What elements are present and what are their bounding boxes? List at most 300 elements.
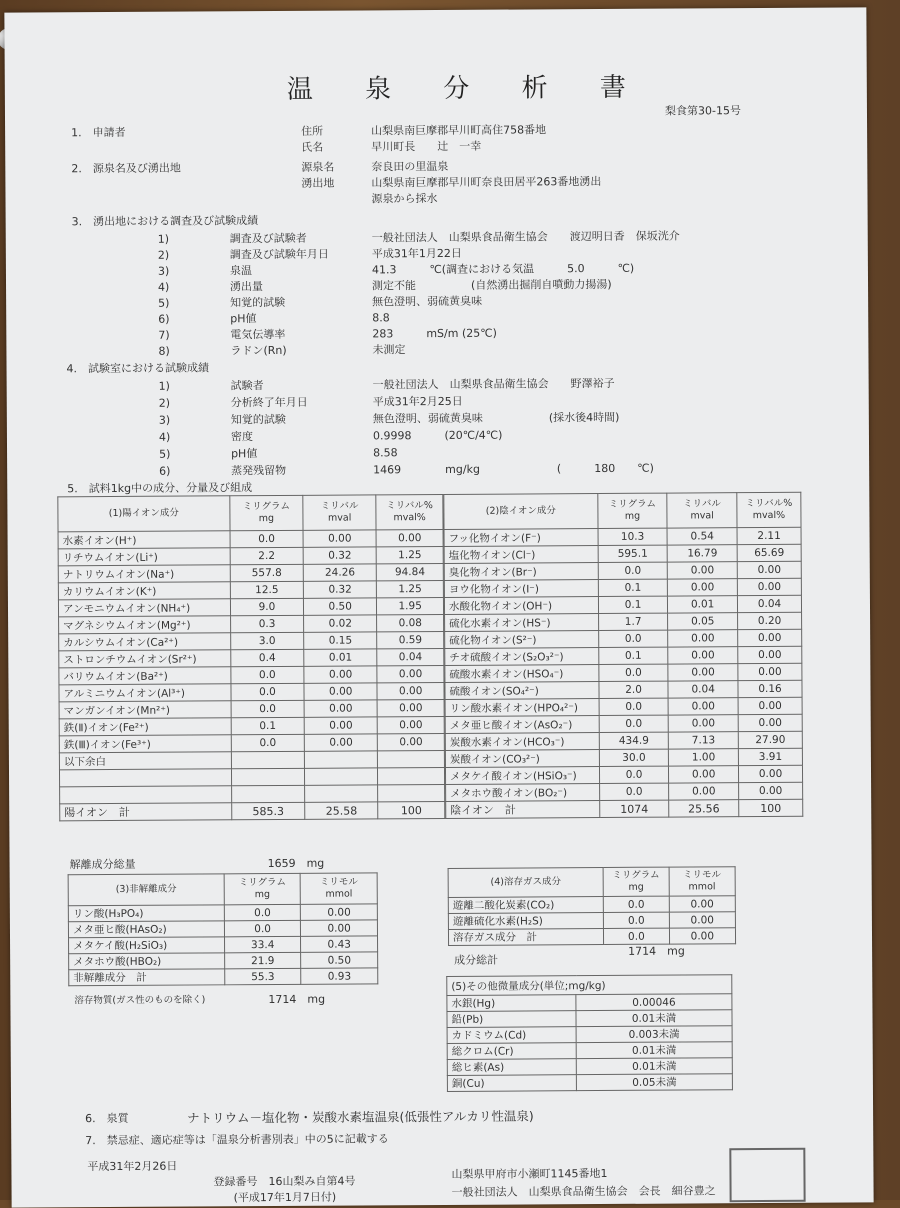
item-value: 測定不能 (自然湧出掘削自噴動力揚湯) <box>371 277 612 293</box>
item-value: 平成31年2月25日 <box>372 394 463 409</box>
table-value-cell: 0.1 <box>599 647 669 664</box>
table-row <box>445 697 802 716</box>
table-total-cell: 100 <box>739 799 803 816</box>
table-value-cell: 16.79 <box>667 545 737 562</box>
table-header-cell: ミリグラム mg <box>224 873 301 904</box>
item-number: 1) <box>158 379 170 393</box>
table-total-row <box>446 799 803 818</box>
table-header-row <box>68 873 377 906</box>
table-value-cell: 0.00 <box>377 699 444 716</box>
table-label-cell: リン酸水素イオン(HPO₄²⁻) <box>445 699 599 717</box>
table-value-cell: 0.0 <box>599 664 669 681</box>
table-header-row <box>444 492 801 529</box>
table-label-cell: メタ亜ヒ酸(HAsO₂) <box>68 921 224 938</box>
item-label: 調査及び試験者 <box>229 231 307 246</box>
table-header-cell: (1)陽イオン成分 <box>58 496 230 532</box>
table-value-cell: 0.0 <box>230 530 303 547</box>
table-value-cell: 0.32 <box>303 581 376 598</box>
dissolved-matter-value: 1714 mg <box>268 992 326 1007</box>
table-label-cell: リチウムイオン(Li⁺) <box>58 548 230 566</box>
table-header-cell: ミリモル mmol <box>300 873 377 904</box>
table-value-cell: 2.11 <box>737 527 801 544</box>
table-label-cell: 炭酸水素イオン(HCO₃⁻) <box>445 733 599 751</box>
table-value-cell: 0.00 <box>738 697 802 714</box>
table-value-cell: 2.2 <box>230 547 303 564</box>
table-total-cell: 25.56 <box>669 800 739 817</box>
table-value-cell: 0.00 <box>668 647 738 664</box>
table-value-cell: 0.00 <box>304 717 377 734</box>
table-row <box>447 1058 732 1076</box>
table-value-cell: 21.9 <box>225 952 302 968</box>
table-label-cell: バリウムイオン(Ba²⁺) <box>59 667 231 685</box>
issuer-address: 山梨県甲府市小瀬町1145番地1 <box>451 1166 608 1181</box>
table-value-cell: 0.003未満 <box>576 1026 732 1043</box>
table-row <box>447 1010 732 1028</box>
table-value-cell: 0.01 <box>668 596 738 613</box>
table-label-cell: 総クロム(Cr) <box>447 1043 576 1060</box>
table-row <box>444 595 801 614</box>
section-4-label: 4. 試験室における試験成績 <box>66 361 210 376</box>
table-value-cell: 0.00 <box>738 629 802 646</box>
table-value-cell: 0.01未満 <box>576 1058 732 1075</box>
item-label: 知覚的試験 <box>230 295 286 310</box>
issuer-name: 一般社団法人 山梨県食品衛生協会 会長 細谷豊之 <box>451 1184 716 1199</box>
item-value: 0.9998 (20℃/4℃) <box>372 428 503 443</box>
table-value-cell: 1.25 <box>377 580 444 597</box>
table-value-cell: 0.0 <box>603 912 669 928</box>
dissociated-label: 解離成分総量 <box>69 857 136 872</box>
address-label: 住所 <box>301 124 324 138</box>
table-total-cell: 100 <box>378 801 445 818</box>
table-value-cell: 0.20 <box>738 612 802 629</box>
table-label-cell: メタホウ酸イオン(BO₂⁻) <box>446 784 600 802</box>
table-value-cell: 0.00 <box>301 920 378 936</box>
table-value-cell: 0.0 <box>599 783 669 800</box>
table-row <box>69 936 378 954</box>
item-number: 4) <box>158 430 171 444</box>
table-value-cell: 0.00 <box>376 529 443 546</box>
section-5-label: 5. 試料1kg中の成分、分量及び組成 <box>67 481 253 496</box>
table-value-cell: 0.00 <box>669 896 735 912</box>
table-header-cell: (2)陰イオン成分 <box>444 494 598 530</box>
table-value-cell: 0.0 <box>224 920 301 936</box>
table-value-cell: 0.00 <box>738 663 802 680</box>
table-value-cell <box>378 750 445 767</box>
table-label-cell: 水素イオン(H⁺) <box>58 531 230 549</box>
table-value-cell: 0.00 <box>304 734 377 751</box>
table-header-cell: (4)溶存ガス成分 <box>448 868 603 898</box>
total-components-label: 成分総計 <box>454 953 499 967</box>
table-label-cell: 銅(Cu) <box>447 1075 576 1092</box>
table-value-cell: 0.00 <box>377 665 444 682</box>
table-label-cell: 溶存ガス成分 計 <box>448 929 603 946</box>
table-value-cell: 0.00 <box>668 698 738 715</box>
table-value-cell <box>378 784 445 801</box>
table-value-cell: 595.1 <box>598 545 668 562</box>
table-value-cell: 94.84 <box>377 563 444 580</box>
source-name-label: 源泉名 <box>301 160 335 174</box>
table-value-cell <box>304 751 377 768</box>
table-label-cell: メタケイ酸(H₂SiO₃) <box>69 937 225 954</box>
table-value-cell: 0.0 <box>231 683 304 700</box>
section-6-label: 6. 泉質 <box>85 1111 129 1126</box>
table-value-cell: 0.00 <box>304 683 377 700</box>
table-label-cell: 鉄(Ⅱ)イオン(Fe²⁺) <box>59 718 231 736</box>
table-header-cell: ミリバル mval <box>667 493 737 528</box>
location-label: 湧出地 <box>301 176 335 190</box>
table-label-cell: 硫酸イオン(SO₄²⁻) <box>445 682 599 700</box>
table-value-cell: 0.00 <box>378 716 445 733</box>
table-value-cell <box>305 768 378 785</box>
table-label-cell <box>59 769 231 787</box>
item-value: 無色澄明、弱硫黄臭味 (採水後4時間) <box>372 410 620 426</box>
item-label: 蒸発残留物 <box>231 463 287 478</box>
table-label-cell: 水銀(Hg) <box>447 995 576 1012</box>
table-label-cell: アルミニウムイオン(Al³⁺) <box>59 684 231 702</box>
table-label-cell: メタ亜ヒ酸イオン(AsO₂⁻) <box>445 716 599 734</box>
section-7-text: 7. 禁忌症、適応症等は「温泉分析書別表」中の5に記載する <box>85 1132 389 1148</box>
table-header-cell: ミリバル% mval% <box>376 494 443 529</box>
table-value-cell: 3.91 <box>738 748 802 765</box>
table-value-cell: 7.13 <box>669 732 739 749</box>
table-total-cell: 陽イオン 計 <box>60 803 232 821</box>
table-value-cell: 0.0 <box>599 715 669 732</box>
official-seal-stamp <box>729 1148 805 1202</box>
table-label-cell: カリウムイオン(K⁺) <box>58 582 230 600</box>
table-value-cell: 0.00 <box>738 646 802 663</box>
table-label-cell: 硫化物イオン(S²⁻) <box>445 631 599 649</box>
item-label: 知覚的試験 <box>230 412 286 427</box>
table-label-cell: ナトリウムイオン(Na⁺) <box>58 565 230 583</box>
table-row <box>445 680 802 699</box>
table-header-row <box>448 867 735 898</box>
table-value-cell: 0.00 <box>668 579 738 596</box>
table-label-cell: 非解離成分 計 <box>69 969 225 986</box>
table-label-cell: 遊離硫化水素(H₂S) <box>448 913 603 930</box>
table-total-cell: 585.3 <box>232 802 305 819</box>
table-value-cell: 0.0 <box>599 698 669 715</box>
table-row <box>445 629 802 648</box>
cation-table <box>57 494 445 821</box>
table-value-cell: 0.0 <box>599 766 669 783</box>
table-value-cell: 0.00 <box>738 714 802 731</box>
item-value: 一般社団法人 山梨県食品衛生協会 渡辺明日香 保坂洸介 <box>371 229 680 245</box>
section-3-label: 3. 湧出地における調査及び試験成績 <box>71 214 259 229</box>
nondissociated-table <box>68 872 379 986</box>
table-row <box>445 714 802 733</box>
table-row <box>445 731 802 750</box>
item-number: 5) <box>158 296 170 310</box>
table-value-cell: 9.0 <box>230 598 303 615</box>
table-value-cell: 0.00 <box>668 630 738 647</box>
table-value-cell: 0.08 <box>377 614 444 631</box>
table-value-cell: 557.8 <box>230 564 303 581</box>
table-label-cell: 硫化水素イオン(HS⁻) <box>445 614 599 632</box>
table-value-cell: 0.54 <box>667 528 737 545</box>
table-value-cell: 0.0 <box>231 734 304 751</box>
table-value-cell: 0.93 <box>301 968 378 984</box>
dissolved-gas-table <box>448 866 736 946</box>
item-number: 4) <box>157 280 170 294</box>
table-row <box>447 1074 732 1092</box>
item-number: 6) <box>158 312 170 326</box>
trace-components-table <box>446 974 733 1092</box>
item-value: 1469 mg/kg ( 180 ℃) <box>373 461 654 477</box>
item-label: pH値 <box>231 447 258 461</box>
table-header-cell: ミリグラム mg <box>230 495 303 530</box>
item-label: 試験者 <box>230 379 264 393</box>
source-name-value: 奈良田の里温泉 <box>371 159 449 174</box>
table-row <box>448 928 735 946</box>
item-value: 一般社団法人 山梨県食品衛生協会 野澤裕子 <box>372 376 615 392</box>
dissociated-value: 1659 mg <box>267 856 325 871</box>
table-value-cell: 0.15 <box>304 632 377 649</box>
item-number: 5) <box>159 447 171 461</box>
table-row <box>447 1026 732 1044</box>
table-value-cell <box>231 785 304 802</box>
table-label-cell: マグネシウムイオン(Mg²⁺) <box>59 616 231 634</box>
table-value-cell: 0.02 <box>304 615 377 632</box>
address-value: 山梨県南巨摩郡早川町高住758番地 <box>371 123 547 138</box>
item-number: 3) <box>158 413 171 427</box>
name-value: 早川町長 辻 一幸 <box>371 139 482 154</box>
table-label-cell: 炭酸イオン(CO₃²⁻) <box>445 750 599 768</box>
item-number: 1) <box>157 232 170 246</box>
item-value: 平成31年1月22日 <box>371 246 462 261</box>
table-header-row <box>58 494 443 531</box>
table-value-cell: 0.0 <box>603 896 669 912</box>
table-row <box>444 561 801 580</box>
item-label: 調査及び試験年月日 <box>229 247 329 262</box>
table-value-cell: 0.00 <box>669 766 739 783</box>
table-header-cell: (3)非解離成分 <box>68 874 224 906</box>
total-components-value: 1714 mg <box>628 944 685 958</box>
table-label-cell: ヨウ化物イオン(I⁻) <box>444 580 598 598</box>
table-label-cell: 鉄(Ⅲ)イオン(Fe³⁺) <box>59 735 231 753</box>
table-total-row <box>60 801 445 820</box>
table-value-cell: 1.00 <box>669 749 739 766</box>
table-row <box>445 765 802 784</box>
table-value-cell: 0.59 <box>377 631 444 648</box>
dissolved-matter-label: 溶存物質(ガス性のものを除く) <box>74 994 206 1007</box>
table-label-cell: 硫酸水素イオン(HSO₄⁻) <box>445 665 599 683</box>
table-value-cell: 27.90 <box>738 731 802 748</box>
table-label-cell: 鉛(Pb) <box>447 1011 576 1028</box>
table-value-cell: 3.0 <box>230 632 303 649</box>
item-number: 8) <box>158 344 170 358</box>
section-1-label: 1. 申請者 <box>71 125 126 140</box>
table-label-cell: カルシウムイオン(Ca²⁺) <box>59 633 231 651</box>
table-row <box>445 748 802 767</box>
table-value-cell: 0.00 <box>669 912 735 928</box>
table-value-cell: 0.00046 <box>576 994 732 1011</box>
table-value-cell: 0.1 <box>598 596 668 613</box>
table-row <box>447 994 732 1012</box>
table-label-cell: フッ化物イオン(F⁻) <box>444 529 598 547</box>
item-label: 分析終了年月日 <box>230 395 308 410</box>
table-value-cell: 0.00 <box>669 928 735 944</box>
table-label-cell: チオ硫酸イオン(S₂O₃²⁻) <box>445 648 599 666</box>
table-value-cell: 0.32 <box>303 547 376 564</box>
registration-number: 登録番号 16山梨み自第4号 <box>213 1174 356 1189</box>
table-value-cell: 1.95 <box>377 597 444 614</box>
table-total-cell: 1074 <box>599 800 669 817</box>
item-value: 8.8 <box>372 311 390 325</box>
location-value: 山梨県南巨摩郡早川町奈良田居平263番地湧出 <box>371 175 602 190</box>
table-value-cell: 0.00 <box>739 765 803 782</box>
table-label-cell: メタケイ酸イオン(HSiO₃⁻) <box>445 767 599 785</box>
table-value-cell: 24.26 <box>303 564 376 581</box>
table-row <box>69 968 378 986</box>
table-row <box>444 578 801 597</box>
table-label-cell: 塩化物イオン(Cl⁻) <box>444 546 598 564</box>
table-value-cell: 0.00 <box>667 562 737 579</box>
table-label-cell: 水酸化物イオン(OH⁻) <box>444 597 598 615</box>
table-value-cell: 0.00 <box>301 904 378 920</box>
table-header-cell: ミリモル mmol <box>669 867 736 896</box>
table-header-cell: ミリグラム mg <box>598 493 668 528</box>
table-label-cell: 臭化物イオン(Br⁻) <box>444 563 598 581</box>
table-value-cell: 0.00 <box>669 783 739 800</box>
table-label-cell: 総ヒ素(As) <box>447 1059 576 1076</box>
table-value-cell: 12.5 <box>230 581 303 598</box>
table-value-cell: 0.3 <box>230 615 303 632</box>
table-value-cell: 0.00 <box>668 715 738 732</box>
table-value-cell: 0.0 <box>598 630 668 647</box>
table-row <box>69 952 378 970</box>
table-value-cell: 0.00 <box>378 733 445 750</box>
table-value-cell: 1.25 <box>376 546 443 563</box>
analysis-document <box>4 7 873 1207</box>
table-row <box>447 1042 732 1060</box>
table-value-cell: 0.01未満 <box>576 1042 732 1059</box>
registration-date: (平成17年1月7日付) <box>233 1190 337 1205</box>
section-2-label: 2. 源泉名及び湧出地 <box>71 161 181 176</box>
table-value-cell <box>305 785 378 802</box>
table-value-cell: 434.9 <box>599 732 669 749</box>
table-value-cell: 0.0 <box>231 700 304 717</box>
table-value-cell <box>378 767 445 784</box>
name-label: 氏名 <box>301 140 324 154</box>
table-value-cell: 0.04 <box>377 648 444 665</box>
table-value-cell: 0.00 <box>304 700 377 717</box>
table-value-cell: 0.00 <box>737 578 801 595</box>
table-row <box>445 612 802 631</box>
table-value-cell: 0.1 <box>231 717 304 734</box>
table-total-cell: 陰イオン 計 <box>446 801 600 819</box>
table-value-cell: 55.3 <box>225 968 302 984</box>
table-row <box>446 782 803 801</box>
table-value-cell: 0.00 <box>739 782 803 799</box>
table-value-cell <box>231 751 304 768</box>
table-label-cell: リン酸(H₃PO₄) <box>68 905 224 922</box>
table-label-cell: アンモニウムイオン(NH₄⁺) <box>58 599 230 617</box>
table-value-cell: 0.00 <box>304 666 377 683</box>
item-label: 湧出量 <box>229 280 264 294</box>
table-value-cell: 0.0 <box>604 928 670 944</box>
item-number: 3) <box>157 264 170 278</box>
document-number: 梨食第30-15号 <box>664 104 741 118</box>
table-value-cell: 0.1 <box>598 579 668 596</box>
table-label-cell: メタホウ酸(HBO₂) <box>69 953 225 970</box>
item-value: 41.3 ℃(調査における気温 5.0 ℃) <box>371 261 635 277</box>
item-number: 7) <box>158 328 170 342</box>
table-value-cell: 65.69 <box>737 544 801 561</box>
table-label-cell: ストロンチウムイオン(Sr²⁺) <box>59 650 231 668</box>
table-value-cell: 0.05 <box>668 613 738 630</box>
table-row <box>444 544 801 563</box>
table-value-cell: 0.4 <box>231 649 304 666</box>
table-value-cell: 0.04 <box>668 681 738 698</box>
item-label: 密度 <box>230 430 253 444</box>
table-value-cell: 0.43 <box>301 936 378 952</box>
table-row <box>68 904 377 922</box>
table-value-cell: 33.4 <box>224 936 301 952</box>
table-row <box>68 920 377 938</box>
table-value-cell: 0.0 <box>598 562 668 579</box>
table-label-cell: 遊離二酸化炭素(CO₂) <box>448 897 603 914</box>
table-value-cell: 0.16 <box>738 680 802 697</box>
table-value-cell: 0.00 <box>377 682 444 699</box>
table-header-cell: ミリバル mval <box>303 495 376 530</box>
table-value-cell: 0.0 <box>231 666 304 683</box>
item-label: ラドン(Rn) <box>230 343 287 358</box>
table-value-cell: 0.01 <box>304 649 377 666</box>
item-label: pH値 <box>230 312 257 326</box>
table-value-cell: 0.04 <box>737 595 801 612</box>
table-value-cell: 0.50 <box>304 598 377 615</box>
table-row <box>444 527 801 546</box>
table-value-cell: 1.7 <box>598 613 668 630</box>
item-value: 8.58 <box>373 446 398 460</box>
table-value-cell: 0.0 <box>224 904 301 920</box>
item-value: 未測定 <box>372 343 406 357</box>
table-value-cell: 0.01未満 <box>576 1010 732 1027</box>
table-header-cell: ミリバル% mval% <box>737 492 801 527</box>
table-header-cell: (5)その他微量成分(単位;mg/kg) <box>447 975 732 996</box>
table-value-cell: 0.05未満 <box>576 1074 732 1091</box>
table-label-cell: カドミウム(Cd) <box>447 1027 576 1044</box>
table-value-cell: 0.00 <box>737 561 801 578</box>
table-label-cell: マンガンイオン(Mn²⁺) <box>59 701 231 719</box>
item-number: 2) <box>158 396 171 410</box>
item-value: 283 mS/m (25℃) <box>372 326 497 341</box>
location-note: 源泉から採水 <box>371 192 438 206</box>
table-label-cell <box>60 786 232 804</box>
table-row <box>448 912 735 930</box>
item-label: 泉温 <box>229 264 252 278</box>
table-value-cell: 30.0 <box>599 749 669 766</box>
table-value-cell: 2.0 <box>599 681 669 698</box>
table-row <box>445 646 802 665</box>
item-label: 電気伝導率 <box>230 327 286 342</box>
table-value-cell <box>231 768 304 785</box>
table-value-cell: 0.00 <box>303 530 376 547</box>
table-label-cell: 以下余白 <box>59 752 231 770</box>
table-row <box>448 896 735 914</box>
table-total-cell: 25.58 <box>305 802 378 819</box>
item-number: 6) <box>159 464 171 478</box>
item-value: 無色澄明、弱硫黄臭味 <box>372 294 483 309</box>
table-value-cell: 0.00 <box>668 664 738 681</box>
spring-quality-value: ナトリウム－塩化物・炭酸水素塩温泉(低張性アルカリ性温泉) <box>187 1108 534 1126</box>
item-number: 2) <box>157 248 170 262</box>
document-title: 温 泉 分 析 書 <box>286 72 648 105</box>
table-value-cell: 10.3 <box>598 528 668 545</box>
issue-date: 平成31年2月26日 <box>87 1159 178 1174</box>
anion-table <box>443 492 803 819</box>
table-row <box>445 663 802 682</box>
